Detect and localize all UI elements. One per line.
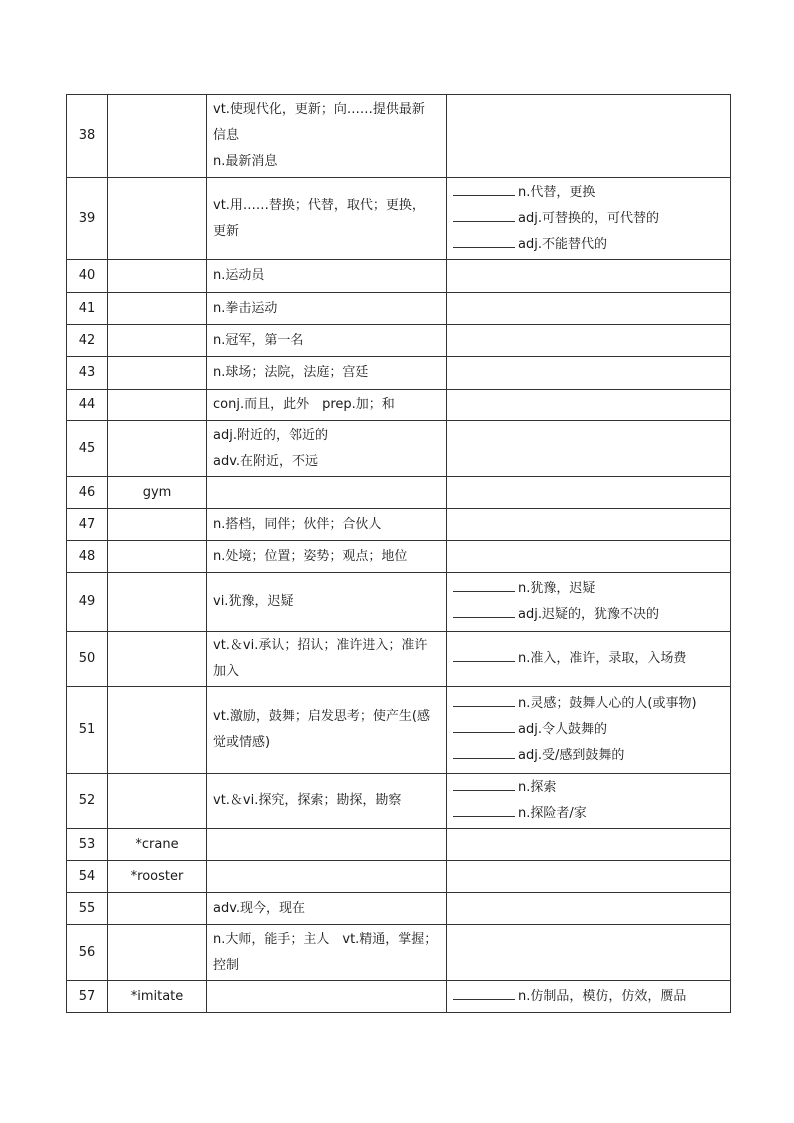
derivative-line	[453, 743, 724, 769]
derivative-line	[453, 232, 724, 258]
meaning-cell[interactable]	[207, 861, 447, 893]
meaning-cell[interactable]	[207, 829, 447, 861]
table-row	[67, 477, 731, 509]
word-cell[interactable]: *rooster	[108, 861, 207, 893]
table-row	[67, 357, 731, 390]
word-cell[interactable]: *imitate	[108, 981, 207, 1013]
meaning-line: 加入	[213, 664, 240, 679]
word-cell[interactable]	[108, 178, 207, 260]
answer-blank[interactable]	[453, 233, 515, 248]
meaning-line: n.拳击运动	[213, 300, 278, 316]
derivatives-cell	[447, 541, 731, 573]
meaning-line: 信息	[213, 128, 240, 143]
row-number: 41	[67, 293, 108, 325]
derivative-line	[453, 801, 724, 827]
word-cell[interactable]	[108, 893, 207, 925]
word-cell[interactable]	[108, 774, 207, 829]
meaning-cell[interactable]	[207, 981, 447, 1013]
row-number: 47	[67, 509, 108, 541]
derivatives-cell	[447, 357, 731, 390]
row-number: 39	[67, 178, 108, 260]
derivatives-cell	[447, 573, 731, 632]
table-row	[67, 893, 731, 925]
derivative-line	[453, 984, 724, 1010]
meaning-line: 更新	[213, 223, 240, 239]
derivatives-cell	[447, 829, 731, 861]
meaning-line: 控制	[213, 957, 240, 973]
meaning-cell[interactable]	[207, 178, 447, 260]
derivative-meaning: adj.令人鼓舞的	[518, 722, 607, 737]
word-cell[interactable]	[108, 421, 207, 477]
derivatives-cell	[447, 178, 731, 260]
table-row	[67, 981, 731, 1013]
meaning-line: n.冠军，第一名	[213, 332, 304, 348]
meaning-cell[interactable]	[207, 293, 447, 325]
meaning-cell[interactable]	[207, 421, 447, 477]
table-row	[67, 390, 731, 421]
table-row	[67, 925, 731, 981]
answer-blank[interactable]	[453, 181, 515, 196]
answer-blank[interactable]	[453, 603, 515, 618]
vocabulary-table	[66, 94, 731, 1013]
row-number: 42	[67, 325, 108, 357]
derivatives-cell	[447, 925, 731, 981]
meaning-line: vi.犹豫，迟疑	[213, 594, 294, 609]
derivative-line	[453, 602, 724, 628]
row-number: 43	[67, 357, 108, 390]
derivative-meaning: n.犹豫，迟疑	[518, 581, 596, 596]
answer-blank[interactable]	[453, 647, 515, 662]
row-number: 54	[67, 861, 108, 893]
meaning-line: n.球场；法院，法庭；宫廷	[213, 365, 369, 380]
derivative-meaning: n.代替，更换	[518, 184, 596, 200]
meaning-line: n.大师，能手；主人 vt.精通，掌握；	[213, 931, 438, 947]
answer-blank[interactable]	[453, 577, 515, 592]
derivatives-cell	[447, 477, 731, 509]
meaning-cell[interactable]	[207, 893, 447, 925]
derivative-meaning: n.灵感；鼓舞人心的人(或事物)	[518, 696, 697, 711]
derivative-line	[453, 775, 724, 801]
derivatives-cell	[447, 861, 731, 893]
derivatives-cell	[447, 893, 731, 925]
table-row	[67, 687, 731, 774]
table-row	[67, 325, 731, 357]
row-number: 46	[67, 477, 108, 509]
derivatives-cell	[447, 632, 731, 687]
derivatives-cell	[447, 687, 731, 774]
word-cell[interactable]	[108, 541, 207, 573]
table-row	[67, 178, 731, 260]
row-number: 50	[67, 632, 108, 687]
row-number: 51	[67, 687, 108, 774]
word-cell[interactable]: *crane	[108, 829, 207, 861]
meaning-cell[interactable]	[207, 573, 447, 632]
meaning-cell[interactable]	[207, 541, 447, 573]
meaning-cell[interactable]	[207, 632, 447, 687]
meaning-line: adj.附近的，邻近的	[213, 427, 328, 443]
word-cell[interactable]	[108, 95, 207, 178]
word-cell[interactable]	[108, 509, 207, 541]
row-number: 48	[67, 541, 108, 573]
meaning-line: 觉或情感)	[213, 735, 271, 750]
derivative-line	[453, 180, 724, 206]
answer-blank[interactable]	[453, 692, 515, 707]
meaning-line: vt.激励，鼓舞；启发思考；使产生(感	[213, 709, 430, 724]
meaning-cell[interactable]	[207, 477, 447, 509]
meaning-cell[interactable]	[207, 687, 447, 774]
meaning-cell[interactable]	[207, 357, 447, 390]
derivatives-cell	[447, 390, 731, 421]
table-row	[67, 774, 731, 829]
row-number: 45	[67, 421, 108, 477]
meaning-line: adv.在附近，不远	[213, 453, 319, 469]
table-row	[67, 293, 731, 325]
derivatives-cell	[447, 325, 731, 357]
row-number: 44	[67, 390, 108, 421]
meaning-cell[interactable]	[207, 325, 447, 357]
table-row	[67, 95, 731, 178]
row-number: 57	[67, 981, 108, 1013]
row-number: 40	[67, 260, 108, 293]
meaning-line: n.处境；位置；姿势；观点；地位	[213, 548, 408, 564]
derivative-line	[453, 646, 724, 672]
derivatives-cell	[447, 774, 731, 829]
row-number: 49	[67, 573, 108, 632]
derivative-meaning: n.准入，准许，录取，入场费	[518, 651, 687, 666]
derivative-meaning: adj.可替换的，可代替的	[518, 210, 659, 226]
table-row	[67, 421, 731, 477]
derivatives-cell	[447, 421, 731, 477]
row-number: 52	[67, 774, 108, 829]
table-row	[67, 632, 731, 687]
row-number: 38	[67, 95, 108, 178]
meaning-line: vt.＆vi.探究，探索；勘探，勘察	[213, 793, 402, 808]
derivatives-cell	[447, 260, 731, 293]
word-cell[interactable]	[108, 632, 207, 687]
meaning-line: n.搭档，同伴；伙伴；合伙人	[213, 516, 382, 532]
answer-blank[interactable]	[453, 207, 515, 222]
meaning-cell[interactable]	[207, 509, 447, 541]
word-cell[interactable]	[108, 925, 207, 981]
table-row	[67, 509, 731, 541]
meaning-cell[interactable]	[207, 390, 447, 421]
table-row	[67, 861, 731, 893]
meaning-line: vt.＆vi.承认；招认；准许进入；准许	[213, 638, 428, 653]
table-row	[67, 541, 731, 573]
derivatives-cell	[447, 981, 731, 1013]
answer-blank[interactable]	[453, 802, 515, 817]
answer-blank[interactable]	[453, 744, 515, 759]
table-row	[67, 260, 731, 293]
word-cell[interactable]	[108, 357, 207, 390]
meaning-line: conj.而且，此外 prep.加；和	[213, 397, 395, 412]
derivative-line	[453, 206, 724, 232]
answer-blank[interactable]	[453, 718, 515, 733]
answer-blank[interactable]	[453, 776, 515, 791]
meaning-line: adv.现今，现在	[213, 900, 306, 916]
derivative-line	[453, 576, 724, 602]
meaning-cell[interactable]	[207, 95, 447, 178]
derivative-line	[453, 691, 724, 717]
word-cell[interactable]	[108, 687, 207, 774]
meaning-cell[interactable]	[207, 260, 447, 293]
word-cell[interactable]	[108, 573, 207, 632]
derivatives-cell	[447, 293, 731, 325]
meaning-line: vt.用……替换；代替，取代；更换，	[213, 197, 425, 213]
row-number: 56	[67, 925, 108, 981]
row-number: 53	[67, 829, 108, 861]
meaning-cell[interactable]	[207, 774, 447, 829]
table-row	[67, 573, 731, 632]
derivative-meaning: n.探险者/家	[518, 806, 587, 821]
derivative-line	[453, 717, 724, 743]
meaning-line: n.最新消息	[213, 154, 278, 169]
derivative-meaning: adj.迟疑的，犹豫不决的	[518, 607, 659, 622]
word-cell[interactable]	[108, 325, 207, 357]
row-number: 55	[67, 893, 108, 925]
derivative-meaning: n.仿制品，模仿，仿效，赝品	[518, 988, 687, 1004]
meaning-line: n.运动员	[213, 268, 265, 283]
answer-blank[interactable]	[453, 985, 515, 1000]
derivative-meaning: adj.受/感到鼓舞的	[518, 748, 625, 763]
word-cell[interactable]	[108, 260, 207, 293]
word-cell[interactable]: gym	[108, 477, 207, 509]
derivative-meaning: adj.不能替代的	[518, 236, 607, 252]
meaning-line: vt.使现代化，更新；向……提供最新	[213, 102, 425, 117]
derivative-meaning: n.探索	[518, 780, 557, 795]
word-cell[interactable]	[108, 293, 207, 325]
derivatives-cell	[447, 95, 731, 178]
meaning-cell[interactable]	[207, 925, 447, 981]
derivatives-cell	[447, 509, 731, 541]
word-cell[interactable]	[108, 390, 207, 421]
table-row	[67, 829, 731, 861]
